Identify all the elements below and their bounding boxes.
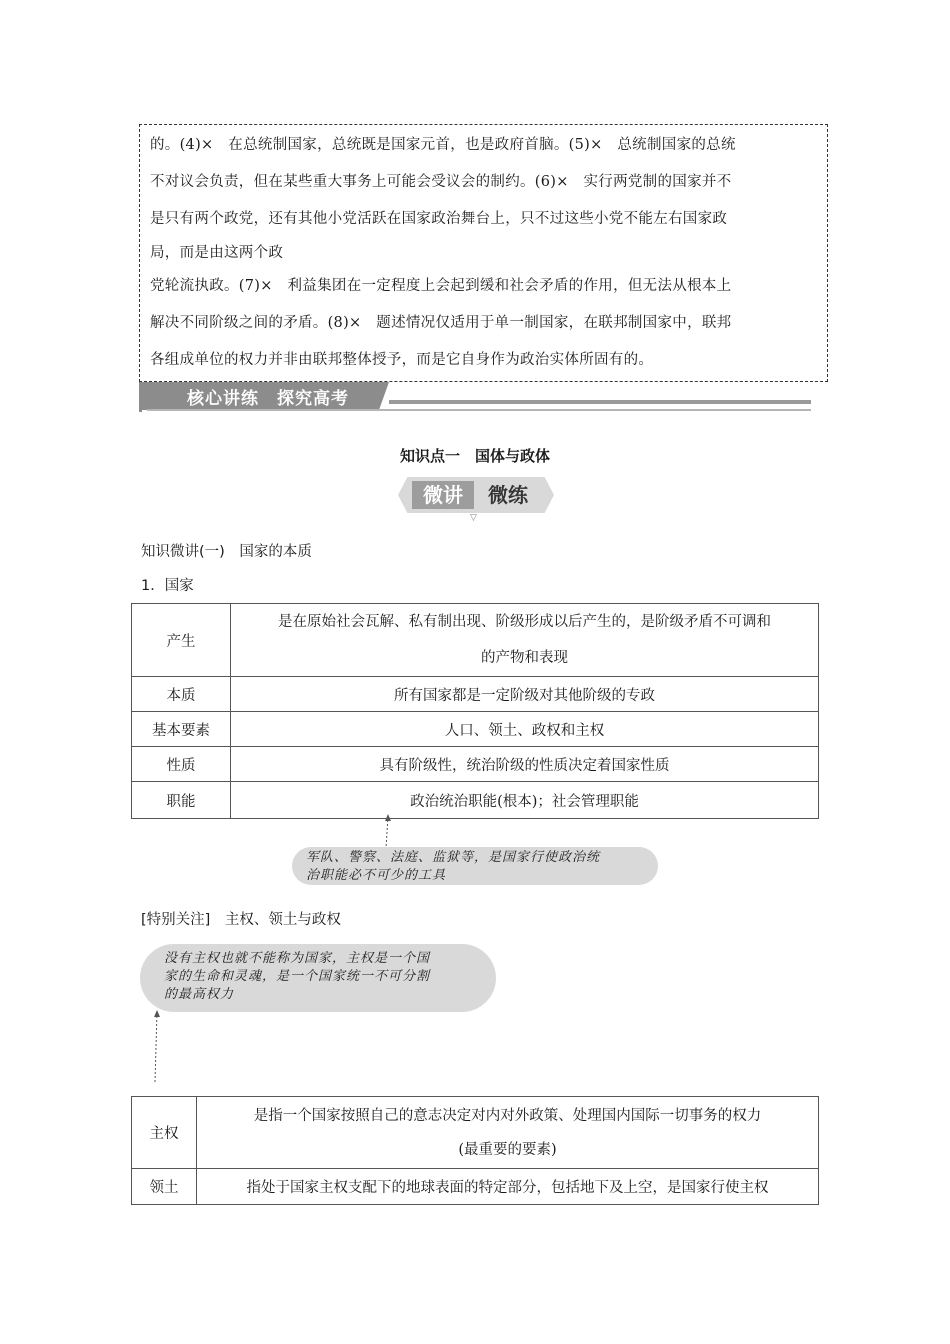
note-line: 没有主权也就不能称为国家，主权是一个国 xyxy=(164,951,431,966)
row-content: 具有阶级性，统治阶级的性质决定着国家性质 xyxy=(231,747,819,782)
row-content: 所有国家都是一定阶级对其他阶级的专政 xyxy=(231,677,819,712)
row-content-line: 是在原始社会瓦解、私有制出现、阶级形成以后产生的，是阶级矛盾不可调和 xyxy=(278,614,771,630)
row-content-line: 是指一个国家按照自己的意志决定对内对外政策、处理国内国际一切事务的权力 xyxy=(253,1107,762,1124)
note-line: 家的生命和灵魂，是一个国家统一不可分割 xyxy=(164,969,431,984)
table-row xyxy=(132,712,819,747)
answer-line: 解决不同阶级之间的矛盾。(8)× 题述情况仅适用于单一制国家，在联邦制国家中，联邦 xyxy=(150,315,732,331)
row-label: 基本要素 xyxy=(132,712,231,747)
row-label: 本质 xyxy=(132,677,231,712)
section-heading: 知识微讲(一) 国家的本质 xyxy=(141,544,312,560)
note-line: 的最高权力 xyxy=(164,987,235,1002)
lecture-practice-badge xyxy=(398,477,554,523)
note-line: 军队、警察、法庭、监狱等，是国家行使政治统 xyxy=(306,850,601,865)
table-row xyxy=(132,782,819,819)
knowledge-point-title: 知识点一 国体与政体 xyxy=(399,447,550,465)
row-content: 政治统治职能(根本)；社会管理职能 xyxy=(231,782,819,819)
table-row xyxy=(132,677,819,712)
banner-hook xyxy=(139,382,153,412)
row-content-line: 的产物和表现 xyxy=(481,650,568,666)
state-table xyxy=(131,603,819,819)
row-label: 主权 xyxy=(132,1097,197,1169)
answer-line: 各组成单位的权力并非由联邦整体授予，而是它自身作为政治实体所固有的。 xyxy=(150,352,654,368)
table-row xyxy=(132,1169,819,1205)
banner-rule xyxy=(389,400,811,404)
row-label: 领土 xyxy=(132,1169,197,1205)
handwritten-note xyxy=(140,944,496,1012)
answer-line: 不对议会负责，但在某些重大事务上可能会受议会的制约。(6)× 实行两党制的国家并不 xyxy=(150,174,732,190)
banner-rule xyxy=(147,409,811,411)
table-row xyxy=(132,747,819,782)
answer-line: 局，而是由这两个政 xyxy=(150,245,284,261)
badge-right-label: 微练 xyxy=(488,483,528,507)
badge-left-label: 微讲 xyxy=(412,481,474,509)
item-heading: 1．国家 xyxy=(141,578,194,594)
row-content xyxy=(197,1097,819,1169)
note-line: 治职能必不可少的工具 xyxy=(306,868,447,883)
row-label: 性质 xyxy=(132,747,231,782)
answer-line: 的。(4)× 在总统制国家，总统既是国家元首，也是政府首脑。(5)× 总统制国家的总统 xyxy=(150,137,736,153)
row-content xyxy=(231,604,819,677)
row-content-line: (最重要的要素) xyxy=(458,1141,557,1158)
banner-title: 核心讲练 探究高考 xyxy=(187,389,349,409)
row-label: 产生 xyxy=(132,604,231,677)
row-content: 人口、领土、政权和主权 xyxy=(231,712,819,747)
table-row xyxy=(132,604,819,677)
special-heading: [特别关注] 主权、领土与政权 xyxy=(141,912,341,928)
answer-line: 党轮流执政。(7)× 利益集团在一定程度上会起到缓和社会矛盾的作用，但无法从根本上 xyxy=(150,278,732,294)
chevron-down-icon: ▽ xyxy=(470,513,477,523)
handwritten-note xyxy=(292,847,658,885)
answer-box xyxy=(139,124,828,382)
section-banner xyxy=(139,382,811,412)
table-row xyxy=(132,1097,819,1169)
row-label: 职能 xyxy=(132,782,231,819)
annotation-connector xyxy=(148,1008,168,1084)
row-content: 指处于国家主权支配下的地球表面的特定部分，包括地下及上空，是国家行使主权 xyxy=(197,1169,819,1205)
annotation-connector xyxy=(370,812,400,850)
sovereignty-table xyxy=(131,1096,819,1205)
answer-line: 是只有两个政党，还有其他小党活跃在国家政治舞台上，只不过这些小党不能左右国家政 xyxy=(150,211,728,227)
